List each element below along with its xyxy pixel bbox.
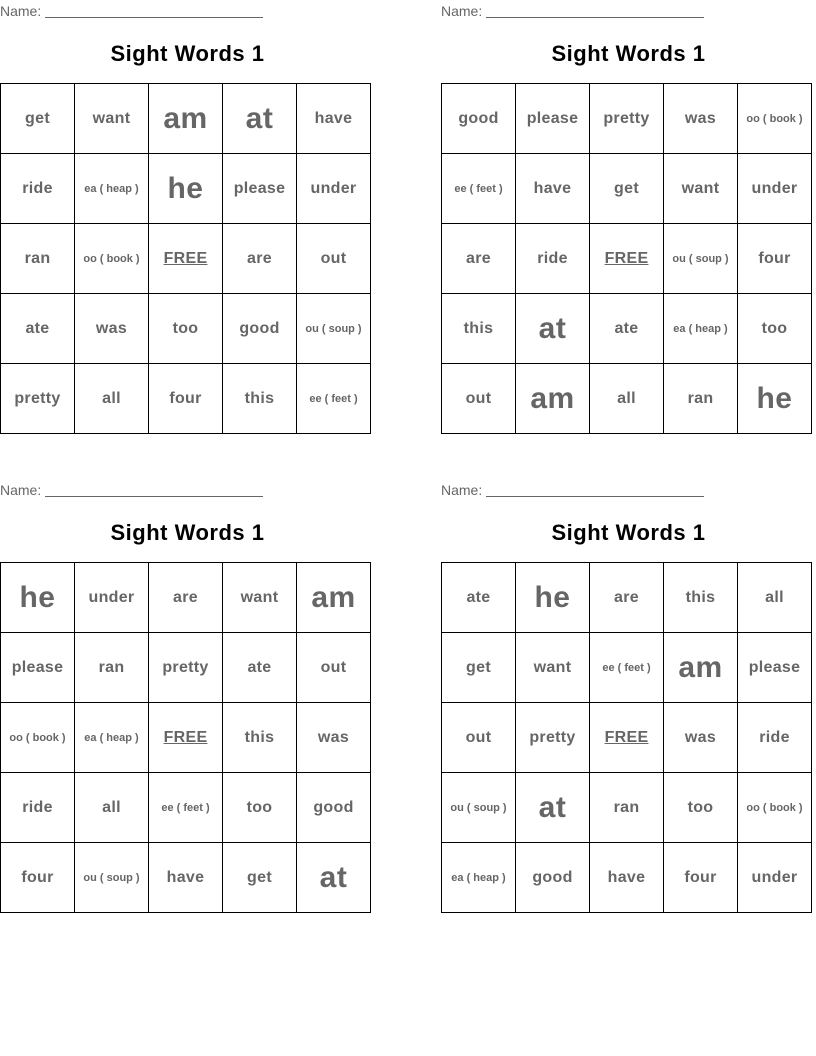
- bingo-card: [441, 0, 816, 432]
- word-cell: four: [664, 843, 738, 913]
- word-cell: all: [75, 773, 149, 843]
- word-cell: all: [738, 563, 812, 633]
- grid-row: [442, 563, 812, 633]
- grid-row: [1, 633, 371, 703]
- word-cell: out: [297, 633, 371, 703]
- word-cell: was: [75, 294, 149, 364]
- word-cell: pretty: [590, 84, 664, 154]
- word-cell: pretty: [1, 364, 75, 434]
- card-title: Sight Words 1: [551, 520, 706, 545]
- word-cell: oo ( book ): [738, 84, 812, 154]
- word-cell: all: [590, 364, 664, 434]
- word-cell: too: [664, 773, 738, 843]
- word-cell: ou ( soup ): [442, 773, 516, 843]
- word-cell: good: [442, 84, 516, 154]
- grid-row: [1, 843, 371, 913]
- word-cell: at: [516, 294, 590, 364]
- name-label: Name:: [441, 3, 483, 19]
- name-line: [441, 482, 704, 498]
- bingo-card: [0, 0, 375, 432]
- word-cell: ee ( feet ): [149, 773, 223, 843]
- bingo-grid: [0, 562, 371, 913]
- word-cell: am: [516, 364, 590, 434]
- grid-row: [442, 294, 812, 364]
- free-space: FREE: [149, 224, 223, 294]
- grid-row: [442, 154, 812, 224]
- word-cell: good: [516, 843, 590, 913]
- word-cell: please: [738, 633, 812, 703]
- word-cell: at: [297, 843, 371, 913]
- word-cell: out: [297, 224, 371, 294]
- word-cell: ou ( soup ): [297, 294, 371, 364]
- grid-row: [442, 773, 812, 843]
- word-cell: have: [297, 84, 371, 154]
- word-cell: ate: [1, 294, 75, 364]
- grid-row: [1, 703, 371, 773]
- free-space: FREE: [590, 703, 664, 773]
- word-cell: under: [738, 843, 812, 913]
- free-space: FREE: [590, 224, 664, 294]
- bingo-card: [441, 479, 816, 911]
- word-cell: are: [223, 224, 297, 294]
- name-label: Name:: [0, 482, 42, 498]
- name-blank-line: [486, 496, 704, 497]
- word-cell: have: [516, 154, 590, 224]
- word-cell: have: [590, 843, 664, 913]
- word-cell: ride: [516, 224, 590, 294]
- word-cell: ou ( soup ): [664, 224, 738, 294]
- grid-row: [1, 773, 371, 843]
- word-cell: he: [1, 563, 75, 633]
- name-line: [0, 3, 263, 19]
- word-cell: he: [149, 154, 223, 224]
- word-cell: ran: [1, 224, 75, 294]
- word-cell: good: [223, 294, 297, 364]
- word-cell: am: [664, 633, 738, 703]
- grid-row: [442, 364, 812, 434]
- word-cell: ea ( heap ): [664, 294, 738, 364]
- word-cell: am: [149, 84, 223, 154]
- word-cell: ou ( soup ): [75, 843, 149, 913]
- word-cell: want: [516, 633, 590, 703]
- word-cell: four: [738, 224, 812, 294]
- word-cell: ee ( feet ): [590, 633, 664, 703]
- name-blank-line: [45, 17, 263, 18]
- word-cell: out: [442, 703, 516, 773]
- word-cell: oo ( book ): [1, 703, 75, 773]
- grid-row: [1, 224, 371, 294]
- grid-row: [1, 84, 371, 154]
- word-cell: want: [223, 563, 297, 633]
- word-cell: was: [664, 84, 738, 154]
- name-line: [0, 482, 263, 498]
- word-cell: ate: [223, 633, 297, 703]
- word-cell: please: [516, 84, 590, 154]
- word-cell: he: [738, 364, 812, 434]
- word-cell: ate: [442, 563, 516, 633]
- word-cell: have: [149, 843, 223, 913]
- word-cell: get: [1, 84, 75, 154]
- card-title: Sight Words 1: [110, 520, 265, 545]
- word-cell: pretty: [516, 703, 590, 773]
- word-cell: under: [297, 154, 371, 224]
- word-cell: want: [75, 84, 149, 154]
- word-cell: at: [516, 773, 590, 843]
- word-cell: oo ( book ): [75, 224, 149, 294]
- word-cell: are: [590, 563, 664, 633]
- word-cell: too: [149, 294, 223, 364]
- word-cell: four: [1, 843, 75, 913]
- word-cell: ee ( feet ): [297, 364, 371, 434]
- name-line: [441, 3, 704, 19]
- grid-row: [1, 364, 371, 434]
- word-cell: this: [223, 703, 297, 773]
- word-cell: get: [442, 633, 516, 703]
- card-title: Sight Words 1: [110, 41, 265, 66]
- grid-row: [1, 294, 371, 364]
- card-title: Sight Words 1: [551, 41, 706, 66]
- word-cell: please: [223, 154, 297, 224]
- word-cell: ate: [590, 294, 664, 364]
- word-cell: was: [664, 703, 738, 773]
- word-cell: ee ( feet ): [442, 154, 516, 224]
- word-cell: ran: [664, 364, 738, 434]
- grid-row: [1, 563, 371, 633]
- word-cell: ride: [738, 703, 812, 773]
- bingo-grid: [441, 562, 812, 913]
- word-cell: under: [738, 154, 812, 224]
- word-cell: ea ( heap ): [75, 703, 149, 773]
- word-cell: are: [442, 224, 516, 294]
- word-cell: four: [149, 364, 223, 434]
- word-cell: was: [297, 703, 371, 773]
- word-cell: at: [223, 84, 297, 154]
- word-cell: want: [664, 154, 738, 224]
- word-cell: this: [664, 563, 738, 633]
- name-label: Name:: [441, 482, 483, 498]
- grid-row: [442, 843, 812, 913]
- word-cell: pretty: [149, 633, 223, 703]
- word-cell: ea ( heap ): [75, 154, 149, 224]
- word-cell: ran: [75, 633, 149, 703]
- word-cell: ride: [1, 154, 75, 224]
- word-cell: ran: [590, 773, 664, 843]
- grid-row: [442, 224, 812, 294]
- word-cell: please: [1, 633, 75, 703]
- word-cell: ea ( heap ): [442, 843, 516, 913]
- grid-row: [442, 633, 812, 703]
- word-cell: oo ( book ): [738, 773, 812, 843]
- grid-row: [442, 84, 812, 154]
- word-cell: good: [297, 773, 371, 843]
- word-cell: under: [75, 563, 149, 633]
- word-cell: all: [75, 364, 149, 434]
- word-cell: too: [738, 294, 812, 364]
- bingo-card: [0, 479, 375, 911]
- grid-row: [1, 154, 371, 224]
- word-cell: get: [223, 843, 297, 913]
- bingo-grid: [441, 83, 812, 434]
- word-cell: too: [223, 773, 297, 843]
- word-cell: out: [442, 364, 516, 434]
- word-cell: get: [590, 154, 664, 224]
- name-blank-line: [486, 17, 704, 18]
- word-cell: ride: [1, 773, 75, 843]
- bingo-grid: [0, 83, 371, 434]
- name-label: Name:: [0, 3, 42, 19]
- word-cell: he: [516, 563, 590, 633]
- word-cell: are: [149, 563, 223, 633]
- name-blank-line: [45, 496, 263, 497]
- word-cell: this: [223, 364, 297, 434]
- word-cell: this: [442, 294, 516, 364]
- word-cell: am: [297, 563, 371, 633]
- free-space: FREE: [149, 703, 223, 773]
- grid-row: [442, 703, 812, 773]
